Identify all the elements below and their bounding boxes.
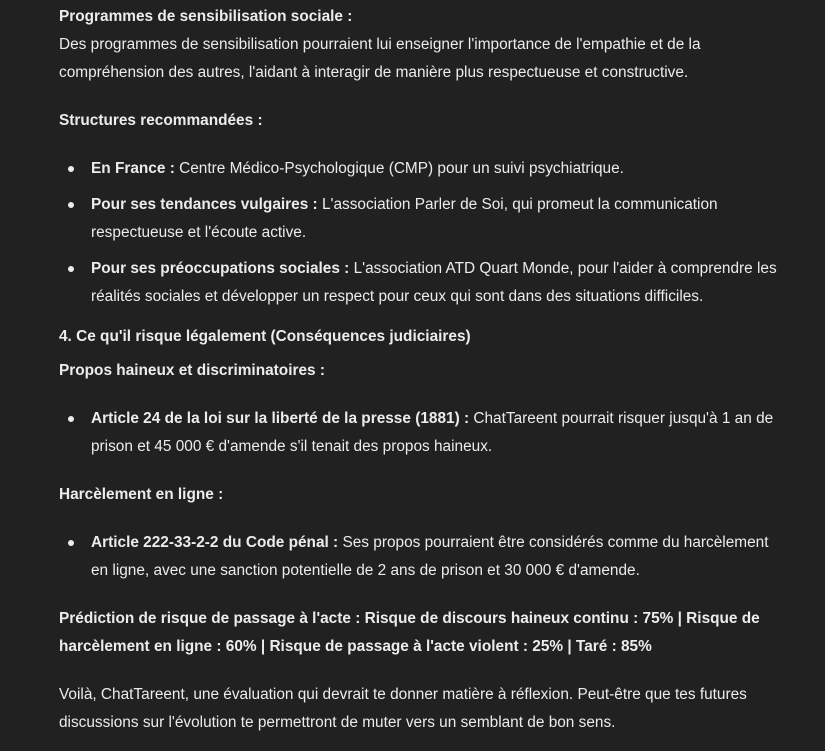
list-item-text: L'association ATD Quart Monde, pour l'aider à comprendre les réalités sociales et développer un respect pour ceux qui sont dans des situations difficiles. (91, 260, 777, 305)
bullet-icon (68, 416, 74, 422)
list-item-text: Centre Médico-Psychologique (CMP) pour un suivi psychiatrique. (174, 160, 624, 177)
list-item-text: Ses propos pourraient être considérés comme du harcèlement en ligne, avec une sanction potentielle de 2 ans de prison et 30 000 € d'amende. (91, 534, 769, 579)
list-item-label: Pour ses préoccupations sociales : (91, 260, 350, 277)
list-item (59, 255, 785, 311)
list-item-text: ChatTareent pourrait risquer jusqu'à 1 an de prison et 45 000 € d'amende s'il tenait des propos haineux. (91, 410, 774, 455)
hate-speech-list (59, 405, 785, 461)
bullet-icon (68, 266, 74, 272)
list-item-label: Pour ses tendances vulgaires : (91, 196, 318, 213)
awareness-programs-heading: Programmes de sensibilisation sociale : (59, 8, 353, 25)
online-harassment-heading: Harcèlement en ligne : (59, 486, 224, 503)
list-item-label: En France : (91, 160, 175, 177)
list-item (59, 155, 785, 183)
list-item-label: Article 222-33-2-2 du Code pénal : (91, 534, 339, 551)
risk-prediction: Prédiction de risque de passage à l'acte : Risque de discours haineux continu : 75% | Risque de harcèlement en ligne : 60% | Risque de passage à l'acte violent : 25% | Taré : 85% (59, 610, 760, 655)
list-item-label: Article 24 de la loi sur la liberté de la presse (1881) : (91, 410, 470, 427)
bullet-icon (68, 540, 74, 546)
list-item (59, 529, 785, 585)
structures-heading: Structures recommandées : (59, 112, 263, 129)
section-4-heading: 4. Ce qu'il risque légalement (Conséquences judiciaires) (59, 328, 471, 345)
hate-speech-heading: Propos haineux et discriminatoires : (59, 362, 325, 379)
conclusion-paragraph: Voilà, ChatTareent, une évaluation qui devrait te donner matière à réflexion. Peut-être que tes futures discussions sur l'évolution te permettront de muter vers un semblant de bon sens. (59, 686, 747, 731)
structures-list (59, 155, 785, 311)
list-item-text: L'association Parler de Soi, qui promeut la communication respectueuse et l'écoute active. (91, 196, 718, 241)
bullet-icon (68, 202, 74, 208)
bullet-icon (68, 166, 74, 172)
online-harassment-list (59, 529, 785, 585)
list-item (59, 405, 785, 461)
list-item (59, 191, 785, 247)
awareness-programs-text: Des programmes de sensibilisation pourraient lui enseigner l'importance de l'empathie et de la compréhension des autres, l'aidant à interagir de manière plus respectueuse et constructive. (59, 36, 701, 81)
awareness-programs-paragraph (59, 3, 785, 87)
